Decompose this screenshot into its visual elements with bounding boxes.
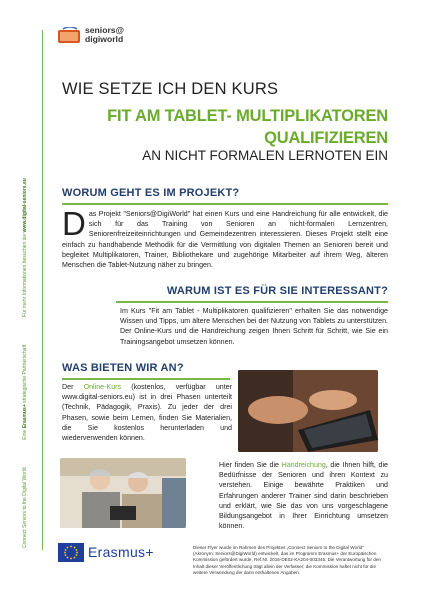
eu-flag-icon	[58, 543, 84, 562]
photo-seniors-tablet	[60, 458, 186, 528]
side-divider	[42, 30, 43, 550]
section-heading-project: WORUM GEHT ES IM PROJEKT?	[62, 187, 240, 199]
sidebar-text: Connect Seniors to the Digital World Eine Erasmus+ strategische Partnerschaft Für mehr Informationen besuchen sie www.digital-seniors.eu	[22, 178, 28, 548]
title-line-4: AN NICHT FORMALEN LERNOTEN EIN	[142, 148, 388, 163]
title-line-2: FIT AM TABLET- MULTIPLIKATOREN QUALIFIZIEREN	[107, 107, 388, 147]
section-divider	[62, 378, 230, 380]
side-strip	[0, 0, 44, 600]
section-divider	[62, 203, 388, 205]
online-course-link[interactable]: Online-Kurs	[83, 383, 122, 391]
title-line-1: WIE SETZE ICH DEN KURS	[62, 80, 279, 98]
section-offer-text: Der Online-Kurs (kostenlos, verfügbar unter www.digital-seniors.eu) ist in drei Phasen unterteilt (Technik, Pädagogik, Praxis). Zu jeder der drei Phasen, sowie beim Lernen, finden Sie Materialien, die Sie kostenlos herunterladen und wiederverwenden können.	[62, 383, 232, 443]
handreichung-link[interactable]: Handreichung	[281, 461, 326, 469]
section-heading-interest: WARUM IST ES FÜR SIE INTERESSANT?	[166, 285, 388, 297]
logo-text: seniors@ digiworld	[85, 25, 124, 44]
seniors-digiworld-logo	[57, 23, 137, 49]
photo-hands-tablet	[238, 370, 378, 452]
section-interest-text: Im Kurs "Fit am Tablet - Multiplikatoren qualifizieren" erhalten Sie das notwendige Wissen und Tipps, um ältere Menschen bei der Nutzung von Tablets zu unterstützen. Der Online-Kurs und die Handreichung zeigen Ihnen Schritt für Schritt, wie Sie ein Trainingsangebot umsetzen können.	[120, 307, 388, 346]
section-handreichung-text: Hier finden Sie die Handreichung, die Ihnen hilft, die Bedürfnisse der Senioren und ihren Kontext zu verstehen. Einige bewährte Praktiken und Erfahrungen anderer Trainer sind darin beschrieben und erklärt, wie Sie das von uns vorgeschlagene Bildungsangebot in Ihrer Einrichtung umsetzen können.	[219, 461, 388, 531]
dropcap: D	[62, 205, 86, 242]
section-heading-offer: WAS BIETEN WIR AN?	[62, 362, 184, 374]
section-divider	[116, 301, 388, 303]
erasmus-logo-text: Erasmus+	[88, 544, 154, 560]
tablet-logo-icon	[57, 27, 83, 45]
funding-disclaimer: Dieser Flyer wurde im Rahmen des Projektes „Connect Seniors to the Digital World" (Akronym: Seniors@DigiWorld) entwickelt, das im Programm Erasmus+ der Europäischen Kommission gefördert wurde, Ref.Nr. 2016-DE02-KA204-003345. Die Verantwortung für den Inhalt dieser Veröffentlichung trägt allein der Verfasser; die Kommission haftet nicht für die weitere Verwendung der darin enthaltenen Angaben.	[193, 545, 381, 575]
section-project-text: Das Projekt "Seniors@DigiWorld" hat einen Kurs und eine Handreichung für alle entwickelt, die sich für das Training von Senioren an nicht-formalen Lernzentren, Seniorenfreizeiteinrichtungen und Gemeindezentren interessieren. Dieses Projekt stellt eine einfach zu handhabende Methodik für die Vermittlung von digitalen Themen an Senioren bereit und begleitet Multiplikatoren, Trainer, Bibliothekare und zugehörige Mitarbeiter auf ihrem Weg, älteren Menschen die Tablet-Nutzung näher zu bringen.	[62, 205, 388, 270]
